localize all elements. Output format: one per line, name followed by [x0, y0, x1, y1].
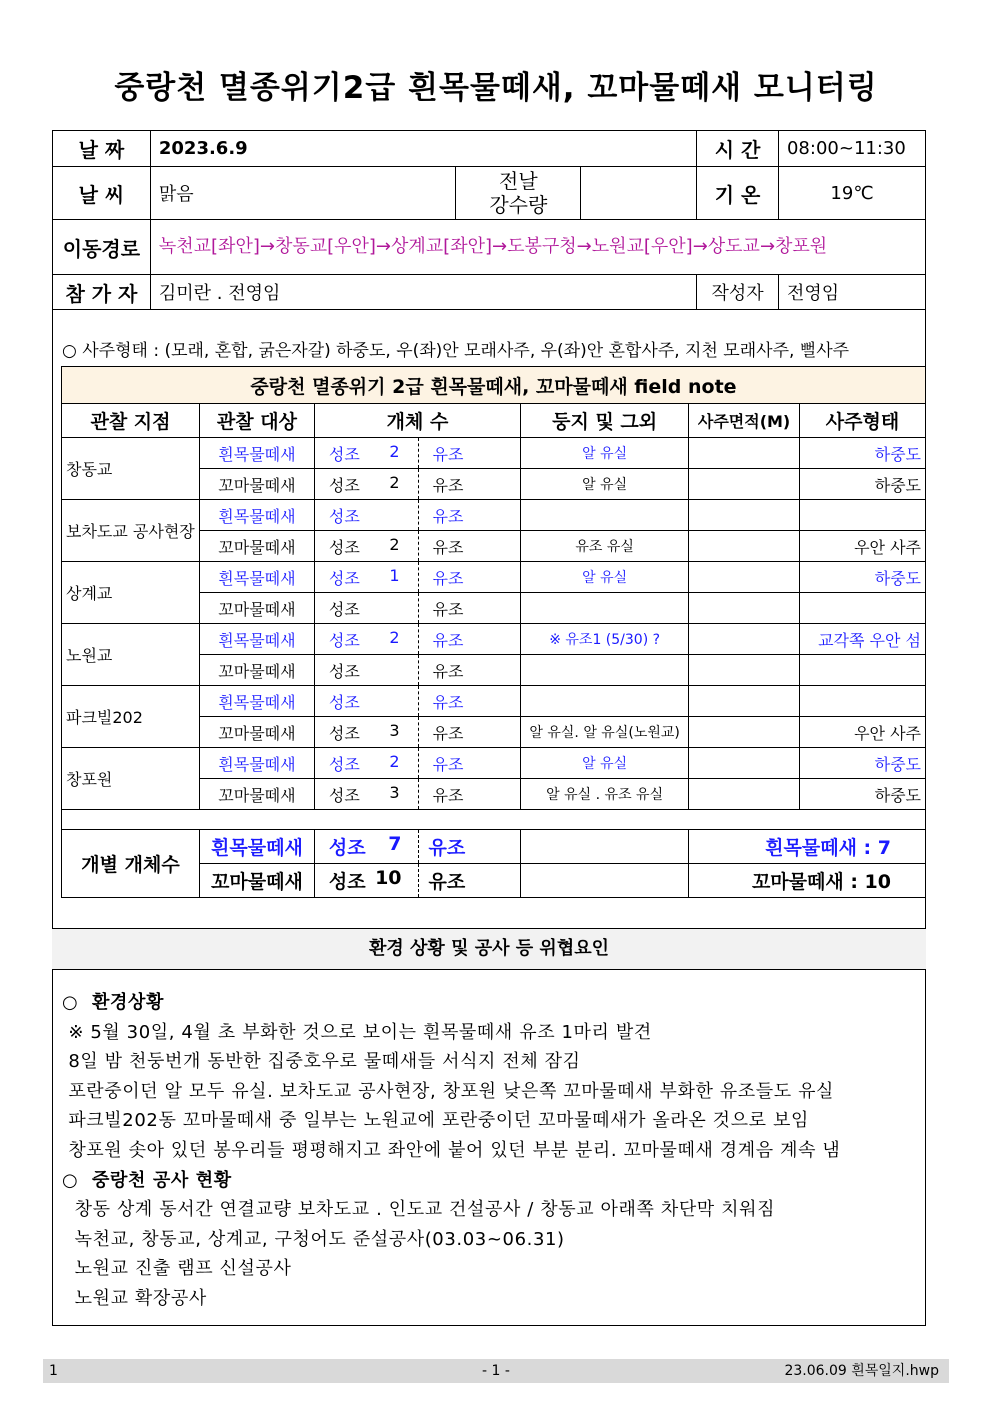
form-cell: 하중도: [800, 438, 926, 469]
juvenile-label: 유조: [418, 531, 521, 562]
form-cell: [800, 655, 926, 686]
participants-label: 참 가 자: [53, 275, 151, 310]
nest-cell: 알 유실: [521, 438, 689, 469]
weather-label: 날 씨: [53, 167, 151, 220]
area-cell: [689, 593, 800, 624]
summary-juvenile-label: 유조: [418, 830, 521, 864]
nest-cell: 알 유실: [521, 748, 689, 779]
form-cell: 교각쪽 우안 섬: [800, 624, 926, 655]
col-header-count: 개체 수: [314, 404, 520, 438]
form-cell: 우안 사주: [800, 531, 926, 562]
adult-label: 성조: [328, 475, 360, 495]
species-cell: 흰목물떼새: [199, 562, 314, 593]
summary-total: 꼬마물떼새 : 10: [689, 864, 926, 898]
summary-row: [62, 830, 926, 864]
adult-count-cell: [314, 500, 418, 531]
col-header-target: 관찰 대상: [199, 404, 314, 438]
route-label: 이동경로: [53, 220, 151, 275]
temp-label: 기 온: [697, 167, 779, 220]
adult-label: 성조: [328, 661, 360, 681]
form-cell: 하중도: [800, 469, 926, 500]
page-title: 중랑천 멸종위기2급 흰목물떼새, 꼬마물떼새 모니터링: [114, 70, 878, 106]
site-name: 상계교: [62, 562, 200, 624]
field-note-table: [61, 366, 926, 898]
table-row: [62, 500, 926, 531]
environment-line: 파크빌202동 꼬마물떼새 중 일부는 노원교에 포란중이던 꼬마물떼새가 올라온 것으로 보임: [62, 1110, 809, 1132]
table-row: [62, 562, 926, 593]
col-header-site: 관찰 지점: [62, 404, 200, 438]
species-cell: 꼬마물떼새: [199, 531, 314, 562]
area-cell: [689, 500, 800, 531]
page-footer: [43, 1359, 949, 1383]
adult-label: 성조: [328, 630, 360, 650]
juvenile-label: 유조: [418, 717, 521, 748]
form-cell: [800, 500, 926, 531]
area-cell: [689, 624, 800, 655]
summary-empty-cell: [521, 864, 689, 898]
adult-label: 성조: [328, 692, 360, 712]
environment-line: ※ 5월 30일, 4월 초 부화한 것으로 보이는 흰목물떼새 유조 1마리 발견: [62, 1021, 652, 1043]
juvenile-label: 유조: [418, 748, 521, 779]
form-cell: [800, 593, 926, 624]
route-value: 녹천교[좌안]→창동교[우안]→상계교[좌안]→도봉구청→노원교[우안]→상도교→창포원: [150, 220, 925, 275]
juvenile-label: 유조: [418, 655, 521, 686]
environment-notes: [62, 988, 840, 1314]
weather-value: 맑음: [150, 167, 456, 220]
nest-cell: [521, 593, 689, 624]
adult-label: 성조: [328, 723, 360, 743]
juvenile-label: 유조: [418, 779, 521, 810]
field-note-title: 중랑천 멸종위기 2급 흰목물떼새, 꼬마물떼새 field note: [62, 367, 926, 404]
spacer-row: [62, 810, 926, 830]
environment-line: 녹천교, 창동교, 상계교, 구청어도 준설공사(03.03~06.31): [62, 1228, 565, 1250]
adult-label: 성조: [328, 537, 360, 557]
summary-total: 흰목물떼새 : 7: [689, 830, 926, 864]
area-cell: [689, 779, 800, 810]
area-cell: [689, 748, 800, 779]
juvenile-label: 유조: [418, 593, 521, 624]
adult-count: 3: [389, 720, 400, 740]
summary-adult-count: 7: [388, 833, 402, 855]
adult-count-cell: [314, 593, 418, 624]
area-cell: [689, 531, 800, 562]
col-header-nest: 둥지 및 그외: [521, 404, 689, 438]
species-cell: 꼬마물떼새: [199, 717, 314, 748]
table-row: [62, 748, 926, 779]
form-cell: [800, 686, 926, 717]
time-label: 시 간: [697, 131, 779, 167]
nest-cell: ※ 유조1 (5/30) ?: [521, 624, 689, 655]
area-cell: [689, 562, 800, 593]
area-cell: [689, 717, 800, 748]
form-cell: 하중도: [800, 779, 926, 810]
adult-count: 3: [389, 782, 400, 802]
participants-value: 김미란 . 전영임: [150, 275, 696, 310]
environment-line: 8일 밤 천둥번개 동반한 집중호우로 물떼새들 서식지 전체 잠김: [62, 1051, 581, 1073]
col-header-form: 사주형태: [800, 404, 926, 438]
time-value: 08:00~11:30: [778, 131, 925, 167]
summary-adult-label: 성조: [328, 871, 366, 893]
juvenile-label: 유조: [418, 624, 521, 655]
area-cell: [689, 655, 800, 686]
form-cell: 하중도: [800, 562, 926, 593]
environment-section-heading: ○ 환경상황: [62, 992, 164, 1013]
nest-cell: 알 유실. 알 유실(노원교): [521, 717, 689, 748]
table-row: [62, 438, 926, 469]
adult-label: 성조: [328, 785, 360, 805]
adult-label: 성조: [328, 444, 360, 464]
adult-count: 2: [389, 472, 400, 492]
nest-cell: 알 유실 . 유조 유실: [521, 779, 689, 810]
nest-cell: 유조 유실: [521, 531, 689, 562]
nest-cell: 알 유실: [521, 562, 689, 593]
adult-label: 성조: [328, 506, 360, 526]
environment-header: 환경 상황 및 공사 등 위협요인: [52, 928, 926, 970]
juvenile-label: 유조: [418, 686, 521, 717]
environment-line: 노원교 확장공사: [62, 1287, 207, 1309]
date-value: 2023.6.9: [150, 131, 696, 167]
site-name: 창포원: [62, 748, 200, 810]
rain-label: 전날 강수량: [456, 167, 581, 220]
adult-count-cell: [314, 779, 418, 810]
footer-page-number: 1: [49, 1363, 58, 1379]
environment-line: 창동 상계 동서간 연결교량 보차도교 . 인도교 건설공사 / 창동교 아래쪽 차단막 치워짐: [62, 1199, 776, 1221]
adult-count-cell: [314, 686, 418, 717]
adult-count: 2: [389, 534, 400, 554]
summary-juvenile-label: 유조: [418, 864, 521, 898]
adult-count-cell: [314, 655, 418, 686]
species-cell: 꼬마물떼새: [199, 655, 314, 686]
adult-count: 1: [389, 565, 400, 585]
rain-value: [581, 167, 697, 220]
footer-page-center: - 1 -: [482, 1363, 510, 1379]
species-cell: 꼬마물떼새: [199, 469, 314, 500]
adult-count-cell: [314, 562, 418, 593]
form-cell: 하중도: [800, 748, 926, 779]
col-header-area: 사주면적(M): [689, 404, 800, 438]
adult-count-cell: [314, 438, 418, 469]
species-cell: 꼬마물떼새: [199, 779, 314, 810]
summary-empty-cell: [521, 830, 689, 864]
area-cell: [689, 469, 800, 500]
site-name: 보차도교 공사현장: [62, 500, 200, 562]
nest-cell: [521, 686, 689, 717]
area-cell: [689, 686, 800, 717]
species-cell: 꼬마물떼새: [199, 593, 314, 624]
summary-species: 꼬마물떼새: [199, 864, 314, 898]
species-cell: 흰목물떼새: [199, 438, 314, 469]
site-name: 노원교: [62, 624, 200, 686]
adult-count-cell: [314, 624, 418, 655]
spacer-cell: [62, 810, 926, 830]
species-cell: 흰목물떼새: [199, 686, 314, 717]
adult-label: 성조: [328, 754, 360, 774]
summary-species: 흰목물떼새: [199, 830, 314, 864]
nest-cell: 알 유실: [521, 469, 689, 500]
table-row: [62, 686, 926, 717]
juvenile-label: 유조: [418, 469, 521, 500]
header-table: [52, 130, 926, 310]
author-label: 작성자: [697, 275, 779, 310]
species-cell: 흰목물떼새: [199, 500, 314, 531]
species-cell: 흰목물떼새: [199, 748, 314, 779]
area-cell: [689, 438, 800, 469]
adult-label: 성조: [328, 599, 360, 619]
adult-count: 2: [389, 627, 400, 647]
environment-line: 노원교 진출 램프 신설공사: [62, 1258, 292, 1280]
form-cell: 우안 사주: [800, 717, 926, 748]
environment-section-heading: ○ 중랑천 공사 현황: [62, 1169, 232, 1191]
adult-count-cell: [314, 531, 418, 562]
adult-count-cell: [314, 717, 418, 748]
summary-adult-cell: [314, 864, 418, 898]
adult-label: 성조: [328, 568, 360, 588]
adult-count-cell: [314, 469, 418, 500]
adult-count: 2: [389, 441, 400, 461]
author-value: 전영임: [778, 275, 925, 310]
summary-adult-label: 성조: [328, 837, 366, 859]
adult-count: 2: [389, 751, 400, 771]
habitat-note: ○ 사주형태 : (모래, 혼합, 굵은자갈) 하중도, 우(좌)안 모래사주, 우(좌)안 혼합사주, 지천 모래사주, 뻘사주: [62, 341, 850, 361]
species-cell: 흰목물떼새: [199, 624, 314, 655]
juvenile-label: 유조: [418, 438, 521, 469]
footer-file-name: 23.06.09 흰목일지.hwp: [784, 1363, 939, 1379]
summary-adult-cell: [314, 830, 418, 864]
nest-cell: [521, 500, 689, 531]
environment-line: 포란중이던 알 모두 유실. 보차도교 공사현장, 창포원 낮은쪽 꼬마물떼새 부화한 유조들도 유실: [62, 1080, 835, 1102]
nest-cell: [521, 655, 689, 686]
site-name: 파크빌202: [62, 686, 200, 748]
summary-label: 개별 개체수: [62, 830, 200, 898]
table-row: [62, 624, 926, 655]
date-label: 날 짜: [53, 131, 151, 167]
site-name: 창동교: [62, 438, 200, 500]
environment-line: 창포원 솟아 있던 봉우리들 평평해지고 좌안에 붙어 있던 부분 분리. 꼬마물떼새 경계음 계속 냄: [62, 1139, 841, 1161]
temp-value: 19℃: [778, 167, 925, 220]
juvenile-label: 유조: [418, 562, 521, 593]
juvenile-label: 유조: [418, 500, 521, 531]
summary-adult-count: 10: [375, 867, 402, 889]
adult-count-cell: [314, 748, 418, 779]
